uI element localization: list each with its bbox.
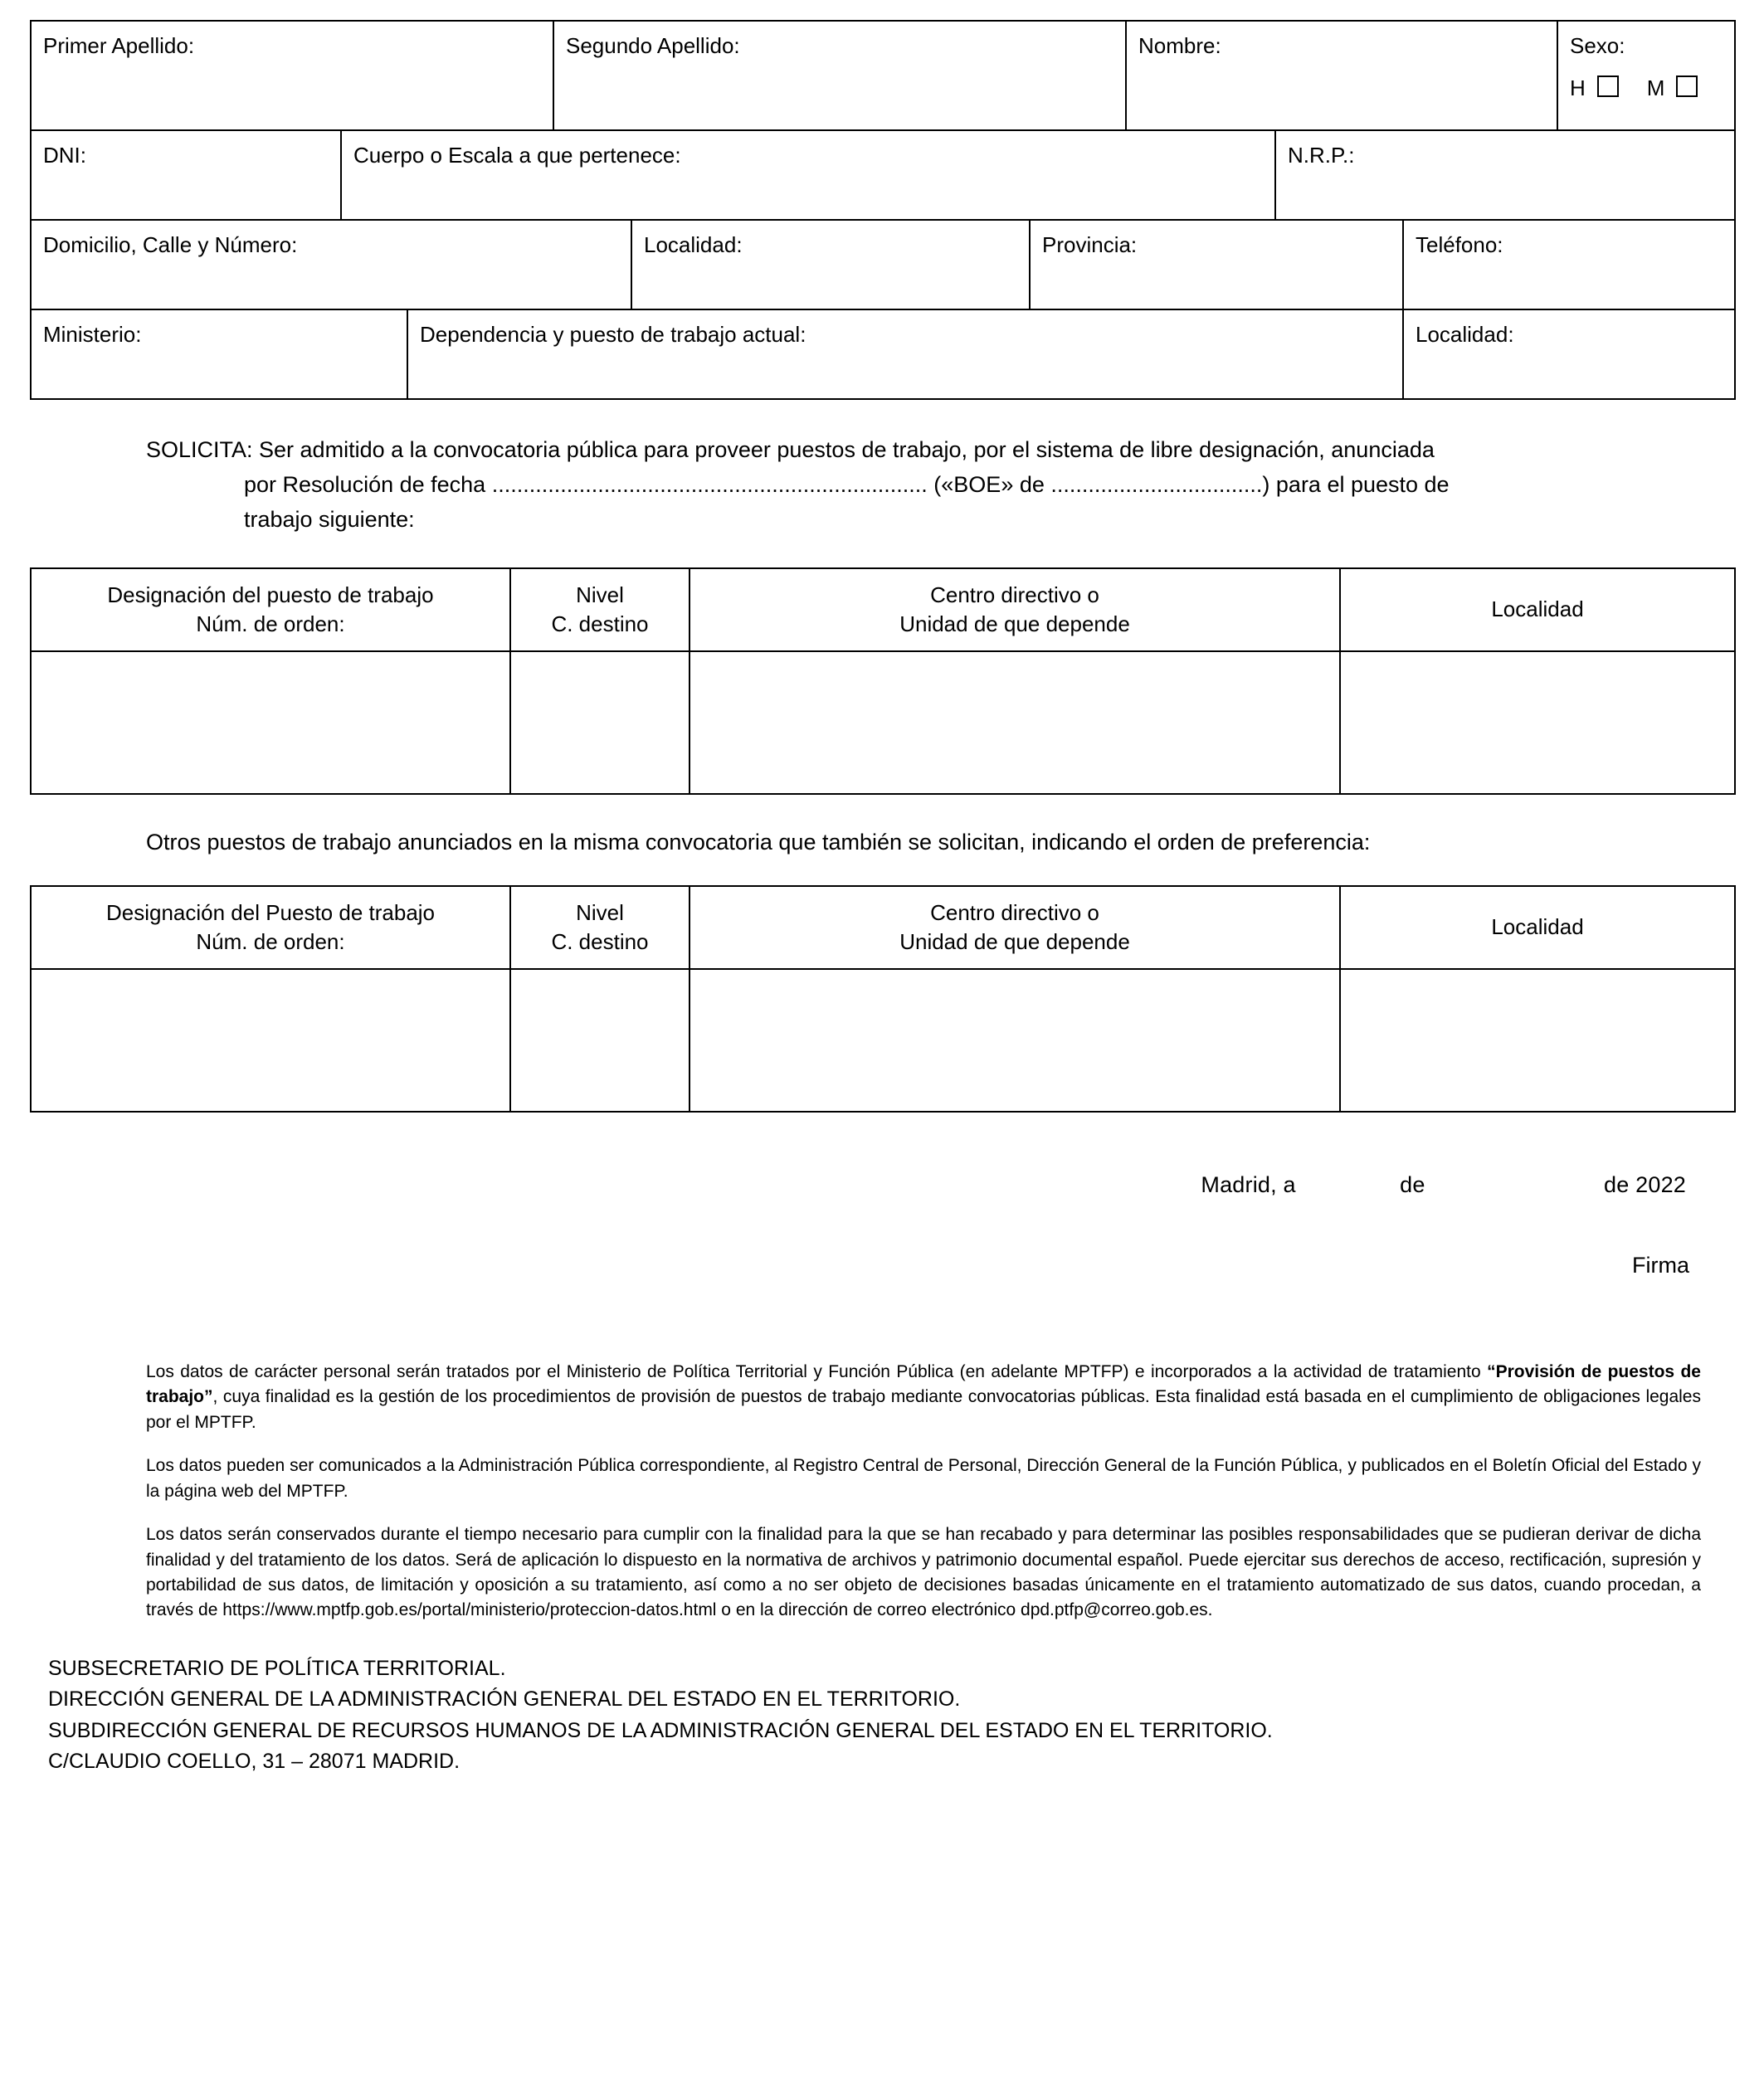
header-line-1: Nivel [576,899,624,925]
signature-label: Firma [1632,1252,1689,1278]
field-primer-apellido[interactable] [31,21,553,130]
sexo-option-h[interactable] [1570,74,1619,103]
field-label: Dependencia y puesto de trabajo actual: [420,322,806,347]
field-label: Segundo Apellido: [566,33,740,58]
solicita-paragraph [30,433,1734,538]
cell-designacion-puesto[interactable] [31,651,510,794]
field-label: Teléfono: [1416,232,1503,257]
header-nivel [510,886,690,969]
sexo-option-m[interactable] [1647,74,1698,103]
cell-localidad[interactable] [1340,969,1735,1112]
checkbox-icon[interactable] [1597,75,1619,97]
header-centro-directivo [690,568,1340,651]
field-domicilio[interactable] [31,220,631,309]
cell-nivel[interactable] [510,651,690,794]
solicita-line-3: trabajo siguiente: [244,506,415,532]
field-provincia[interactable] [1030,220,1403,309]
header-localidad [1340,568,1735,651]
field-ministerio[interactable] [31,309,407,399]
table-header-row [31,568,1735,651]
header-designacion-puesto [31,886,510,969]
header-nivel [510,568,690,651]
header-line-1: Localidad [1491,914,1584,940]
privacy-paragraph-3: Los datos serán conservados durante el tiempo necesario para cumplir con la finalidad para la que se han recabado y para determinar las posibles responsabilidades que se pudieran derivar de dicha finalidad y del tratamiento de los datos. Será de aplicación lo dispuesto en la normativa de archivos y patrimonio documental español. Puede ejercitar sus derechos de acceso, rectificación, supresión y portabilidad de sus datos, de limitación y oposición a su tratamiento, así como a no ser objeto de decisiones basadas únicamente en el tratamiento automatizado de sus datos, cuando procedan, a través de https://www.mptfp.gob.es/portal/ministerio/proteccion-datos.html o en la dirección de correo electrónico dpd.ptfp@correo.gob.es. [146,1525,1701,1620]
cell-designacion-puesto[interactable] [31,969,510,1112]
table-row [31,21,1735,130]
ministerio-table [30,309,1736,400]
header-line-2: Núm. de orden: [196,611,345,636]
header-line-1: Centro directivo o [930,582,1099,607]
privacy-p1-part-b: , cuya finalidad es la gestión de los procedimientos de provisión de puestos de trabajo mediante convocatorias públicas. Esta finalidad está basada en el cumplimiento de obligaciones legales por el MPTFP. [146,1387,1701,1432]
sexo-m-label: M [1646,75,1665,101]
header-line-1: Localidad [1491,597,1584,622]
table-row [31,220,1735,309]
table-row [31,309,1735,399]
privacy-notice [30,1360,1734,1624]
field-label: Ministerio: [43,322,142,347]
checkbox-icon[interactable] [1676,75,1698,97]
dni-cuerpo-table [30,129,1736,221]
table-row [31,651,1735,794]
otros-puestos-table [30,885,1736,1113]
cell-localidad[interactable] [1340,651,1735,794]
field-label: Cuerpo o Escala a que pertenece: [353,143,681,168]
date-line [30,1172,1734,1198]
field-label: N.R.P.: [1288,143,1355,168]
puesto-solicitado-table [30,567,1736,795]
field-label: Nombre: [1138,33,1221,58]
table-row [31,130,1735,220]
header-line-2: Núm. de orden: [196,928,345,954]
privacy-paragraph-2: Los datos pueden ser comunicados a la Administración Pública correspondiente, al Registro Central de Personal, Dirección General de la Función Pública, y publicados en el Boletín Oficial del Estado y la página web del MPTFP. [146,1456,1701,1501]
privacy-paragraph-1 [146,1360,1701,1435]
field-dni[interactable] [31,130,341,220]
field-dependencia[interactable] [407,309,1403,399]
field-segundo-apellido[interactable] [553,21,1126,130]
date-de-1: de [1400,1171,1425,1197]
header-line-2: C. destino [551,928,649,954]
header-centro-directivo [690,886,1340,969]
field-cuerpo-escala[interactable] [341,130,1275,220]
field-sexo[interactable] [1557,21,1735,130]
privacy-p1-part-a: Los datos de carácter personal serán tratados por el Ministerio de Política Territorial y Función Pública (en adelante MPTFP) e incorporados a la actividad de tratamiento [146,1361,1488,1381]
field-label: Domicilio, Calle y Número: [43,232,298,257]
field-nrp[interactable] [1275,130,1735,220]
privacy-p1-bold: “Provisión de puestos de trabajo” [146,1361,1701,1407]
field-label: DNI: [43,143,86,168]
field-label: Sexo: [1570,33,1625,58]
sexo-h-label: H [1570,75,1586,101]
field-localidad[interactable] [631,220,1030,309]
table-header-row [31,886,1735,969]
field-localidad-actual[interactable] [1403,309,1735,399]
applicant-identity-table [30,20,1736,131]
header-line-1: Nivel [576,582,624,607]
cell-nivel[interactable] [510,969,690,1112]
solicita-line-1: SOLICITA: Ser admitido a la convocatoria pública para proveer puestos de trabajo, por el sistema de libre designación, anunciada [146,437,1435,462]
header-designacion-puesto [31,568,510,651]
header-line-1: Designación del puesto de trabajo [107,582,434,607]
header-line-2: Unidad de que depende [899,928,1130,954]
cell-centro-directivo[interactable] [690,651,1340,794]
addressee-line-1: SUBSECRETARIO DE POLÍTICA TERRITORIAL. [48,1656,506,1680]
table-row [31,969,1735,1112]
addressee-line-3: SUBDIRECCIÓN GENERAL DE RECURSOS HUMANOS DE LA ADMINISTRACIÓN GENERAL DEL ESTADO EN EL TERRITORIO. [48,1718,1273,1742]
otros-puestos-text: Otros puestos de trabajo anunciados en la misma convocatoria que también se solicitan, indicando el orden de preferencia: [146,829,1371,855]
field-label: Localidad: [644,232,743,257]
header-line-1: Designación del Puesto de trabajo [105,899,436,925]
sexo-options [1570,74,1723,103]
field-nombre[interactable] [1126,21,1557,130]
date-year: de 2022 [1604,1171,1686,1197]
field-label: Provincia: [1042,232,1138,257]
domicilio-table [30,219,1736,310]
field-telefono[interactable] [1403,220,1735,309]
header-line-2: Unidad de que depende [899,611,1130,636]
addressee-block [30,1653,1734,1778]
header-line-1: Centro directivo o [930,899,1099,925]
date-city: Madrid, a [1201,1171,1296,1197]
addressee-line-2: DIRECCIÓN GENERAL DE LA ADMINISTRACIÓN GENERAL DEL ESTADO EN EL TERRITORIO. [48,1687,961,1712]
solicita-line-2: por Resolución de fecha ...................................................................... («BOE» de ..................................) para el puesto de [244,471,1450,497]
cell-centro-directivo[interactable] [690,969,1340,1112]
field-label: Localidad: [1416,322,1514,347]
header-line-2: C. destino [551,611,649,636]
field-label: Primer Apellido: [43,33,195,58]
header-localidad [1340,886,1735,969]
addressee-line-4: C/CLAUDIO COELLO, 31 – 28071 MADRID. [48,1750,460,1774]
